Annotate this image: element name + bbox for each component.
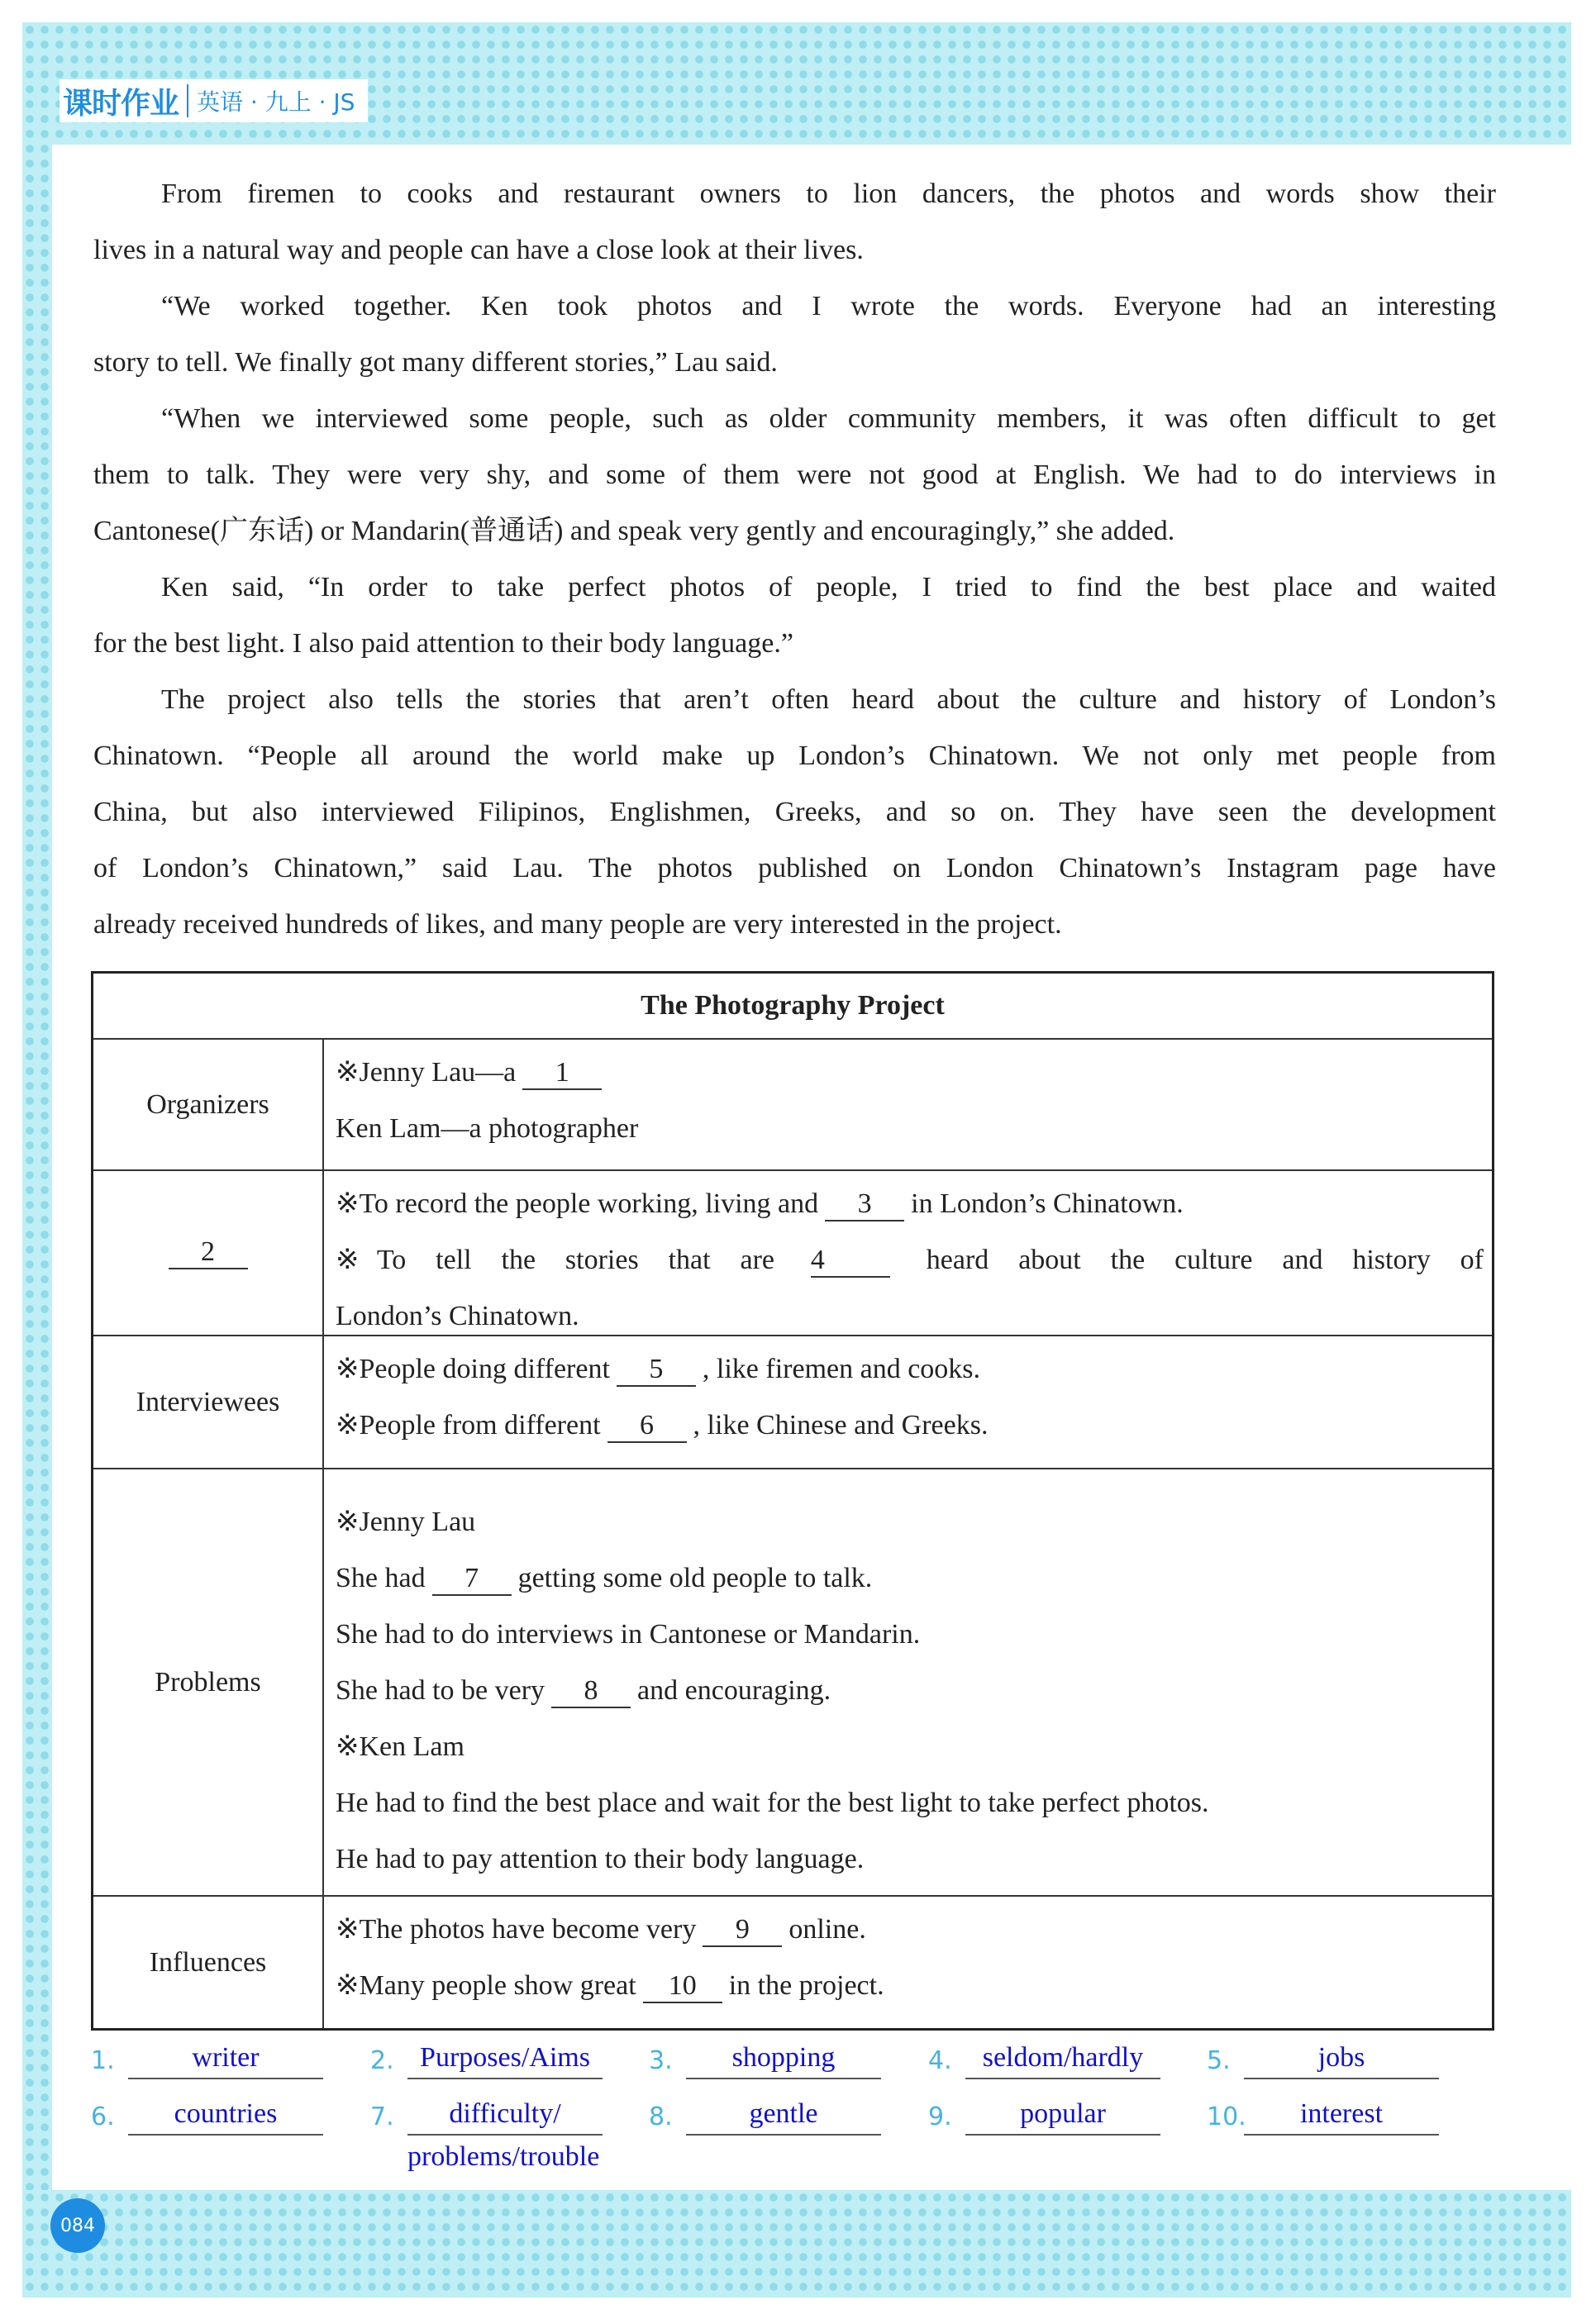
answer-number: 3.: [649, 2046, 673, 2075]
passage-line: story to tell. We finally got many different stories,” Lau said.: [93, 347, 778, 378]
text: and encouraging.: [637, 1675, 831, 1706]
brand-title: 课时作业: [63, 86, 179, 121]
row-label: Organizers: [93, 1040, 324, 1169]
row-interviewees: [93, 1335, 1492, 1468]
answer-value: Purposes/Aims: [407, 2041, 603, 2079]
text: London’s Chinatown.: [336, 1301, 579, 1331]
passage-line: From firemen to cooks and restaurant owners to lion dancers, the photos and words show their: [161, 179, 1496, 209]
answer-value: gentle: [686, 2098, 881, 2136]
footer-band: [22, 2190, 1571, 2298]
passage-line: China, but also interviewed Filipinos, Englishmen, Greeks, and so on. They have seen the development: [93, 797, 1496, 827]
row-purposes: [93, 1169, 1492, 1335]
text: ※Jenny Lau—a: [336, 1057, 517, 1088]
answer-number: 2.: [370, 2046, 394, 2075]
text: ※To tell the stories that are: [336, 1245, 774, 1275]
row-influences: [93, 1895, 1492, 2028]
passage-line: The project also tells the stories that aren’t often heard about the culture and history of London’s: [161, 684, 1496, 715]
answer-value: writer: [128, 2041, 323, 2079]
text: ※Many people show great: [336, 1970, 636, 2001]
text: in the project.: [728, 1970, 884, 2001]
passage-line: Chinatown. “People all around the world make up London’s Chinatown. We not only met people from: [93, 740, 1496, 771]
answer-value: countries: [128, 2098, 323, 2136]
text: She had: [336, 1563, 426, 1593]
answer-value: shopping: [686, 2041, 881, 2079]
text: ※Jenny Lau: [336, 1507, 476, 1537]
row-label: Influences: [93, 1897, 324, 2028]
table-title: The Photography Project: [641, 990, 945, 1021]
passage-line: already received hundreds of likes, and many people are very interested in the project.: [93, 909, 1062, 940]
answer-value: popular: [965, 2098, 1160, 2136]
answer-number: 8.: [649, 2102, 673, 2131]
project-table: [91, 971, 1494, 2031]
answer-value: difficulty/: [407, 2098, 603, 2136]
text: , like Chinese and Greeks.: [693, 1410, 989, 1440]
blank-6: 6: [607, 1410, 687, 1443]
answer-number: 6.: [91, 2102, 115, 2131]
row-problems: [93, 1468, 1492, 1895]
blank-5: 5: [617, 1354, 696, 1387]
passage-line: Cantonese(广东话) or Mandarin(普通话) and speak very gently and encouragingly,” she added.: [93, 516, 1175, 546]
passage-line: Ken said, “In order to take perfect photos of people, I tried to find the best place and waited: [161, 572, 1496, 602]
answer-number: 10.: [1207, 2102, 1246, 2131]
header-logo: [60, 79, 368, 122]
text: ※To record the people working, living and: [336, 1188, 819, 1219]
answer-number: 9.: [928, 2102, 952, 2131]
text: ※Ken Lam: [336, 1731, 465, 1762]
row-organizers: [93, 1038, 1492, 1169]
blank-9: 9: [703, 1914, 782, 1947]
answer-value: jobs: [1244, 2041, 1439, 2079]
answer-value: seldom/hardly: [965, 2041, 1160, 2079]
row-label: Problems: [93, 1469, 324, 1895]
text: Ken Lam—a photographer: [336, 1113, 639, 1144]
answer-number: 1.: [91, 2046, 115, 2075]
answer-number: 4.: [928, 2046, 952, 2075]
text: He had to pay attention to their body language.: [336, 1844, 865, 1874]
text: She had to do interviews in Cantonese or Mandarin.: [336, 1619, 921, 1650]
blank-2: 2: [169, 1236, 248, 1269]
text: in London’s Chinatown.: [911, 1188, 1184, 1219]
left-band: [22, 22, 52, 2295]
text: getting some old people to talk.: [517, 1563, 873, 1593]
blank-3: 3: [825, 1188, 904, 1221]
text: ※People from different: [336, 1410, 601, 1440]
text: She had to be very: [336, 1675, 545, 1706]
passage-line: “We worked together. Ken took photos and I wrote the words. Everyone had an interesting: [161, 291, 1496, 321]
passage-line: lives in a natural way and people can have a close look at their lives.: [93, 235, 864, 265]
row-label: [93, 1171, 324, 1335]
blank-4: 4: [811, 1245, 890, 1278]
text: heard about the culture and history of: [926, 1245, 1484, 1275]
text: ※The photos have become very: [336, 1914, 697, 1945]
passage-line: them to talk. They were very shy, and some of them were not good at English. We had to do interviews in: [93, 460, 1496, 490]
passage-line: of London’s Chinatown,” said Lau. The photos published on London Chinatown’s Instagram page have: [93, 853, 1496, 883]
blank-8: 8: [551, 1675, 631, 1708]
answer-number: 5.: [1207, 2046, 1231, 2075]
subject-label: 英语 · 九上 · JS: [197, 88, 355, 116]
passage-line: “When we interviewed some people, such as older community members, it was often difficult to get: [161, 403, 1496, 434]
blank-10: 10: [643, 1970, 722, 2003]
passage-line: for the best light. I also paid attention to their body language.”: [93, 628, 793, 659]
answer-value: interest: [1244, 2098, 1439, 2136]
answer-value-continued: problems/trouble: [407, 2141, 600, 2172]
page-number: 084: [50, 2198, 105, 2253]
text: ※People doing different: [336, 1354, 610, 1384]
row-label: Interviewees: [93, 1336, 324, 1468]
blank-7: 7: [432, 1563, 512, 1596]
text: online.: [788, 1914, 866, 1945]
answer-number: 7.: [370, 2102, 394, 2131]
divider: [187, 84, 188, 117]
blank-1: 1: [522, 1057, 602, 1090]
text: He had to find the best place and wait for the best light to take perfect photos.: [336, 1788, 1209, 1818]
text: , like firemen and cooks.: [702, 1354, 981, 1384]
